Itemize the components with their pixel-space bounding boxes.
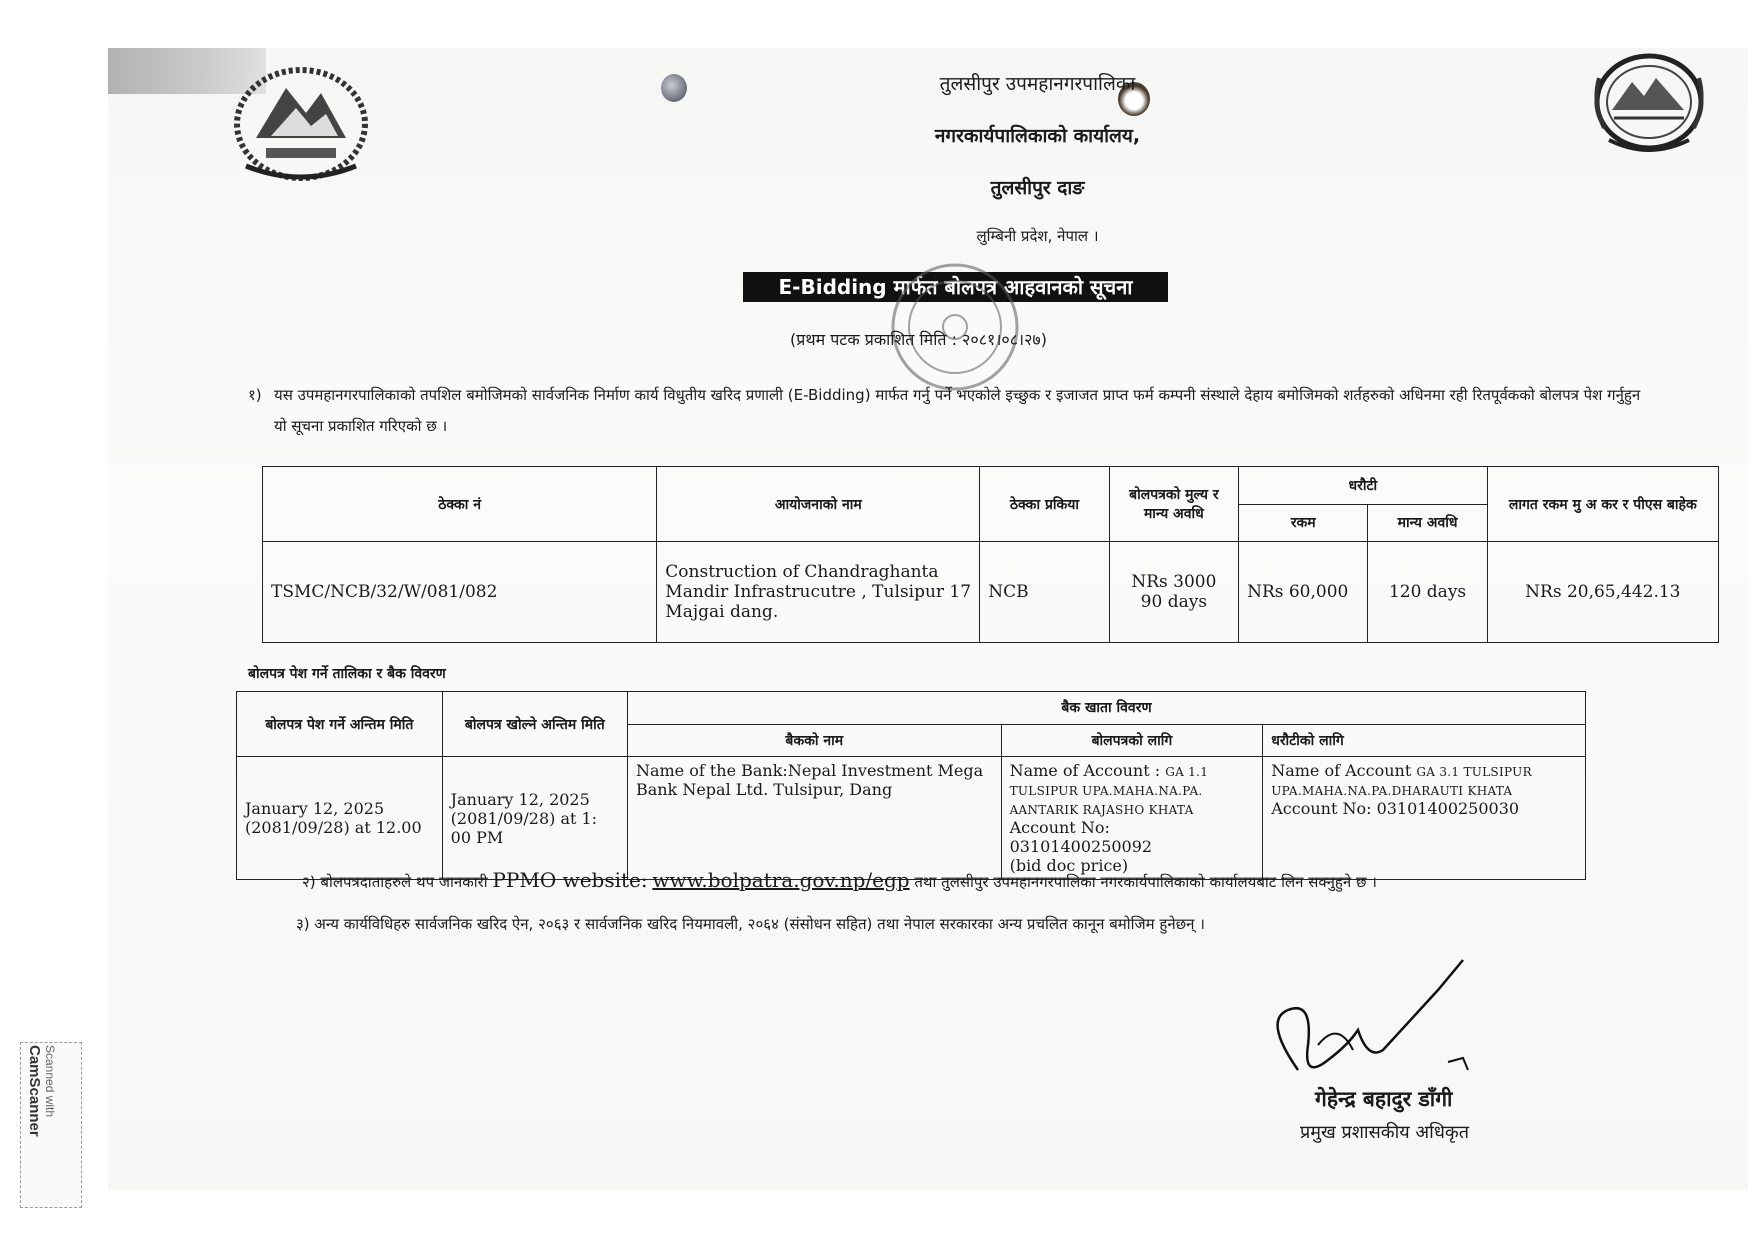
bid-validity: 90 days: [1140, 592, 1208, 612]
header-bid-doc: बोलपत्रको मुल्य र मान्य अवधि: [1109, 467, 1238, 542]
table-header-row: [237, 692, 1586, 725]
watermark-big: CamScanner: [26, 1045, 43, 1137]
bid-account-label: Name of Account :: [1009, 761, 1161, 780]
header-line-2: नगरकार्यपालिकाको कार्यालय,: [934, 125, 1141, 147]
cell-bid-account: [1001, 757, 1263, 880]
header-procedure: ठेक्का प्रकिया: [980, 467, 1109, 542]
cell-cost: NRs 20,65,442.13: [1487, 542, 1718, 643]
publish-date: (प्रथम पटक प्रकाशित मिति : २०८१।०८।२७): [790, 330, 1047, 349]
contract-table: [262, 466, 1719, 643]
cell-guarantee-validity: 120 days: [1368, 542, 1487, 643]
camscanner-watermark: [20, 1042, 82, 1208]
table-row: [237, 757, 1586, 880]
header-line-4: लुम्बिनी प्रदेश, नेपाल ।: [976, 227, 1099, 245]
bid-account-no: Account No: 03101400250092: [1009, 818, 1153, 856]
bid-note: (bid doc price): [1009, 856, 1129, 875]
bid-account-name: GA 1.1 TULSIPUR UPA.MAHA.NA.PA. AANTARIK RAJASHO KHATA: [1009, 765, 1209, 817]
paragraph-number: १): [248, 386, 262, 404]
table-header-row: [263, 467, 1719, 505]
header-line-3: तुलसीपुर दाङ: [990, 177, 1085, 199]
bank-table-caption: बोलपत्र पेश गर्ने तालिका र बैक विवरण: [248, 666, 446, 682]
header-submit-deadline: बोलपत्र पेश गर्ने अन्तिम मिति: [237, 692, 443, 757]
header-for-bid: बोलपत्रको लागि: [1001, 724, 1263, 757]
paragraph-2: [302, 868, 1377, 892]
cell-project-name: Construction of Chandraghanta Mandir Infrastrucutre , Tulsipur 17 Majgai dang.: [657, 542, 980, 643]
cell-bank-name: Name of the Bank:Nepal Investment Mega Bank Nepal Ltd. Tulsipur, Dang: [627, 757, 1001, 880]
cell-bid-doc: [1109, 542, 1238, 643]
paragraph-2-prefix: २) बोलपत्रदाताहरुले थप जानकारी: [302, 873, 488, 891]
guarantee-account-name: GA 3.1 TULSIPUR UPA.MAHA.NA.PA.DHARAUTI KHATA: [1271, 765, 1532, 798]
header-cost: लागत रकम मु अ कर र पीएस बाहेक: [1487, 467, 1718, 542]
header-guarantee-amount: रकम: [1239, 504, 1368, 542]
signer-title: प्रमुख प्रशासकीय अधिकृत: [1300, 1122, 1469, 1143]
cell-guarantee-account: [1263, 757, 1586, 880]
watermark-text: [26, 1045, 57, 1205]
header-guarantee-validity: मान्य अवधि: [1368, 504, 1487, 542]
header-guarantee: धरौटी: [1239, 467, 1488, 505]
cell-procedure: NCB: [980, 542, 1109, 643]
guarantee-account-label: Name of Account: [1271, 761, 1412, 780]
signature-icon: [1258, 950, 1488, 1085]
header-for-guarantee: धरौटीको लागि: [1263, 724, 1586, 757]
bid-price: NRs 3000: [1131, 572, 1217, 592]
bolpatra-link[interactable]: www.bolpatra.gov.np/egp: [652, 868, 910, 892]
header-project-name: आयोजनाको नाम: [657, 467, 980, 542]
header-contract-no: ठेक्का नं: [263, 467, 657, 542]
cell-submit-deadline: January 12, 2025 (2081/09/28) at 12.00: [237, 757, 443, 880]
cell-open-date: January 12, 2025 (2081/09/28) at 1: 00 PM: [442, 757, 627, 880]
header-bank-name: बैकको नाम: [627, 724, 1001, 757]
signer-name: गेहेन्द्र बहादुर डाँगी: [1315, 1087, 1453, 1111]
cell-contract-no: TSMC/NCB/32/W/081/082: [263, 542, 657, 643]
guarantee-account-no: Account No: 03101400250030: [1271, 799, 1520, 818]
header-open-date: बोलपत्र खोल्ने अन्तिम मिति: [442, 692, 627, 757]
header-bank-details: बैक खाता विवरण: [627, 692, 1585, 725]
cell-guarantee-amount: NRs 60,000: [1239, 542, 1368, 643]
paragraph-2-suffix: तथा तुलसीपुर उपमहानगरपालिका नगरकार्यपालिकाको कार्यालयबाट लिन सक्नुहुने छ ।: [914, 873, 1377, 891]
ppmo-label: PPMO website:: [492, 868, 648, 892]
paragraph-1: [248, 380, 1648, 442]
paragraph-text: यस उपमहानगरपालिकाको तपशिल बमोजिमको सार्वजनिक निर्माण कार्य विधुतीय खरिद प्रणाली (E-Bidding) मार्फत गर्नु पर्ने भएकोले इच्छुक र इजाजत प्राप्त फर्म कम्पनी संस्थाले देहाय बमोजिमको शर्तहरुको अधिनमा रही रितपूर्वकको बोलपत्र पेश गर्नुहुन यो सूचना प्रकाशित गरिएको छ ।: [274, 386, 1641, 435]
table-row: [263, 542, 1719, 643]
watermark-small: Scanned with: [43, 1045, 57, 1118]
paragraph-3: ३) अन्य कार्यविधिहरु सार्वजनिक खरिद ऐन, २०६३ र सार्वजनिक खरिद नियमावली, २०६४ (संसोधन सहित) तथा नेपाल सरकारका अन्य प्रचलित कानून बमोजिम हुनेछन् ।: [296, 915, 1205, 933]
bank-table: [236, 691, 1586, 880]
notice-title: E-Bidding मार्फत बोलपत्र आहवानको सूचना: [743, 272, 1168, 302]
header-line-1: तुलसीपुर उपमहानगरपालिका: [939, 73, 1136, 95]
